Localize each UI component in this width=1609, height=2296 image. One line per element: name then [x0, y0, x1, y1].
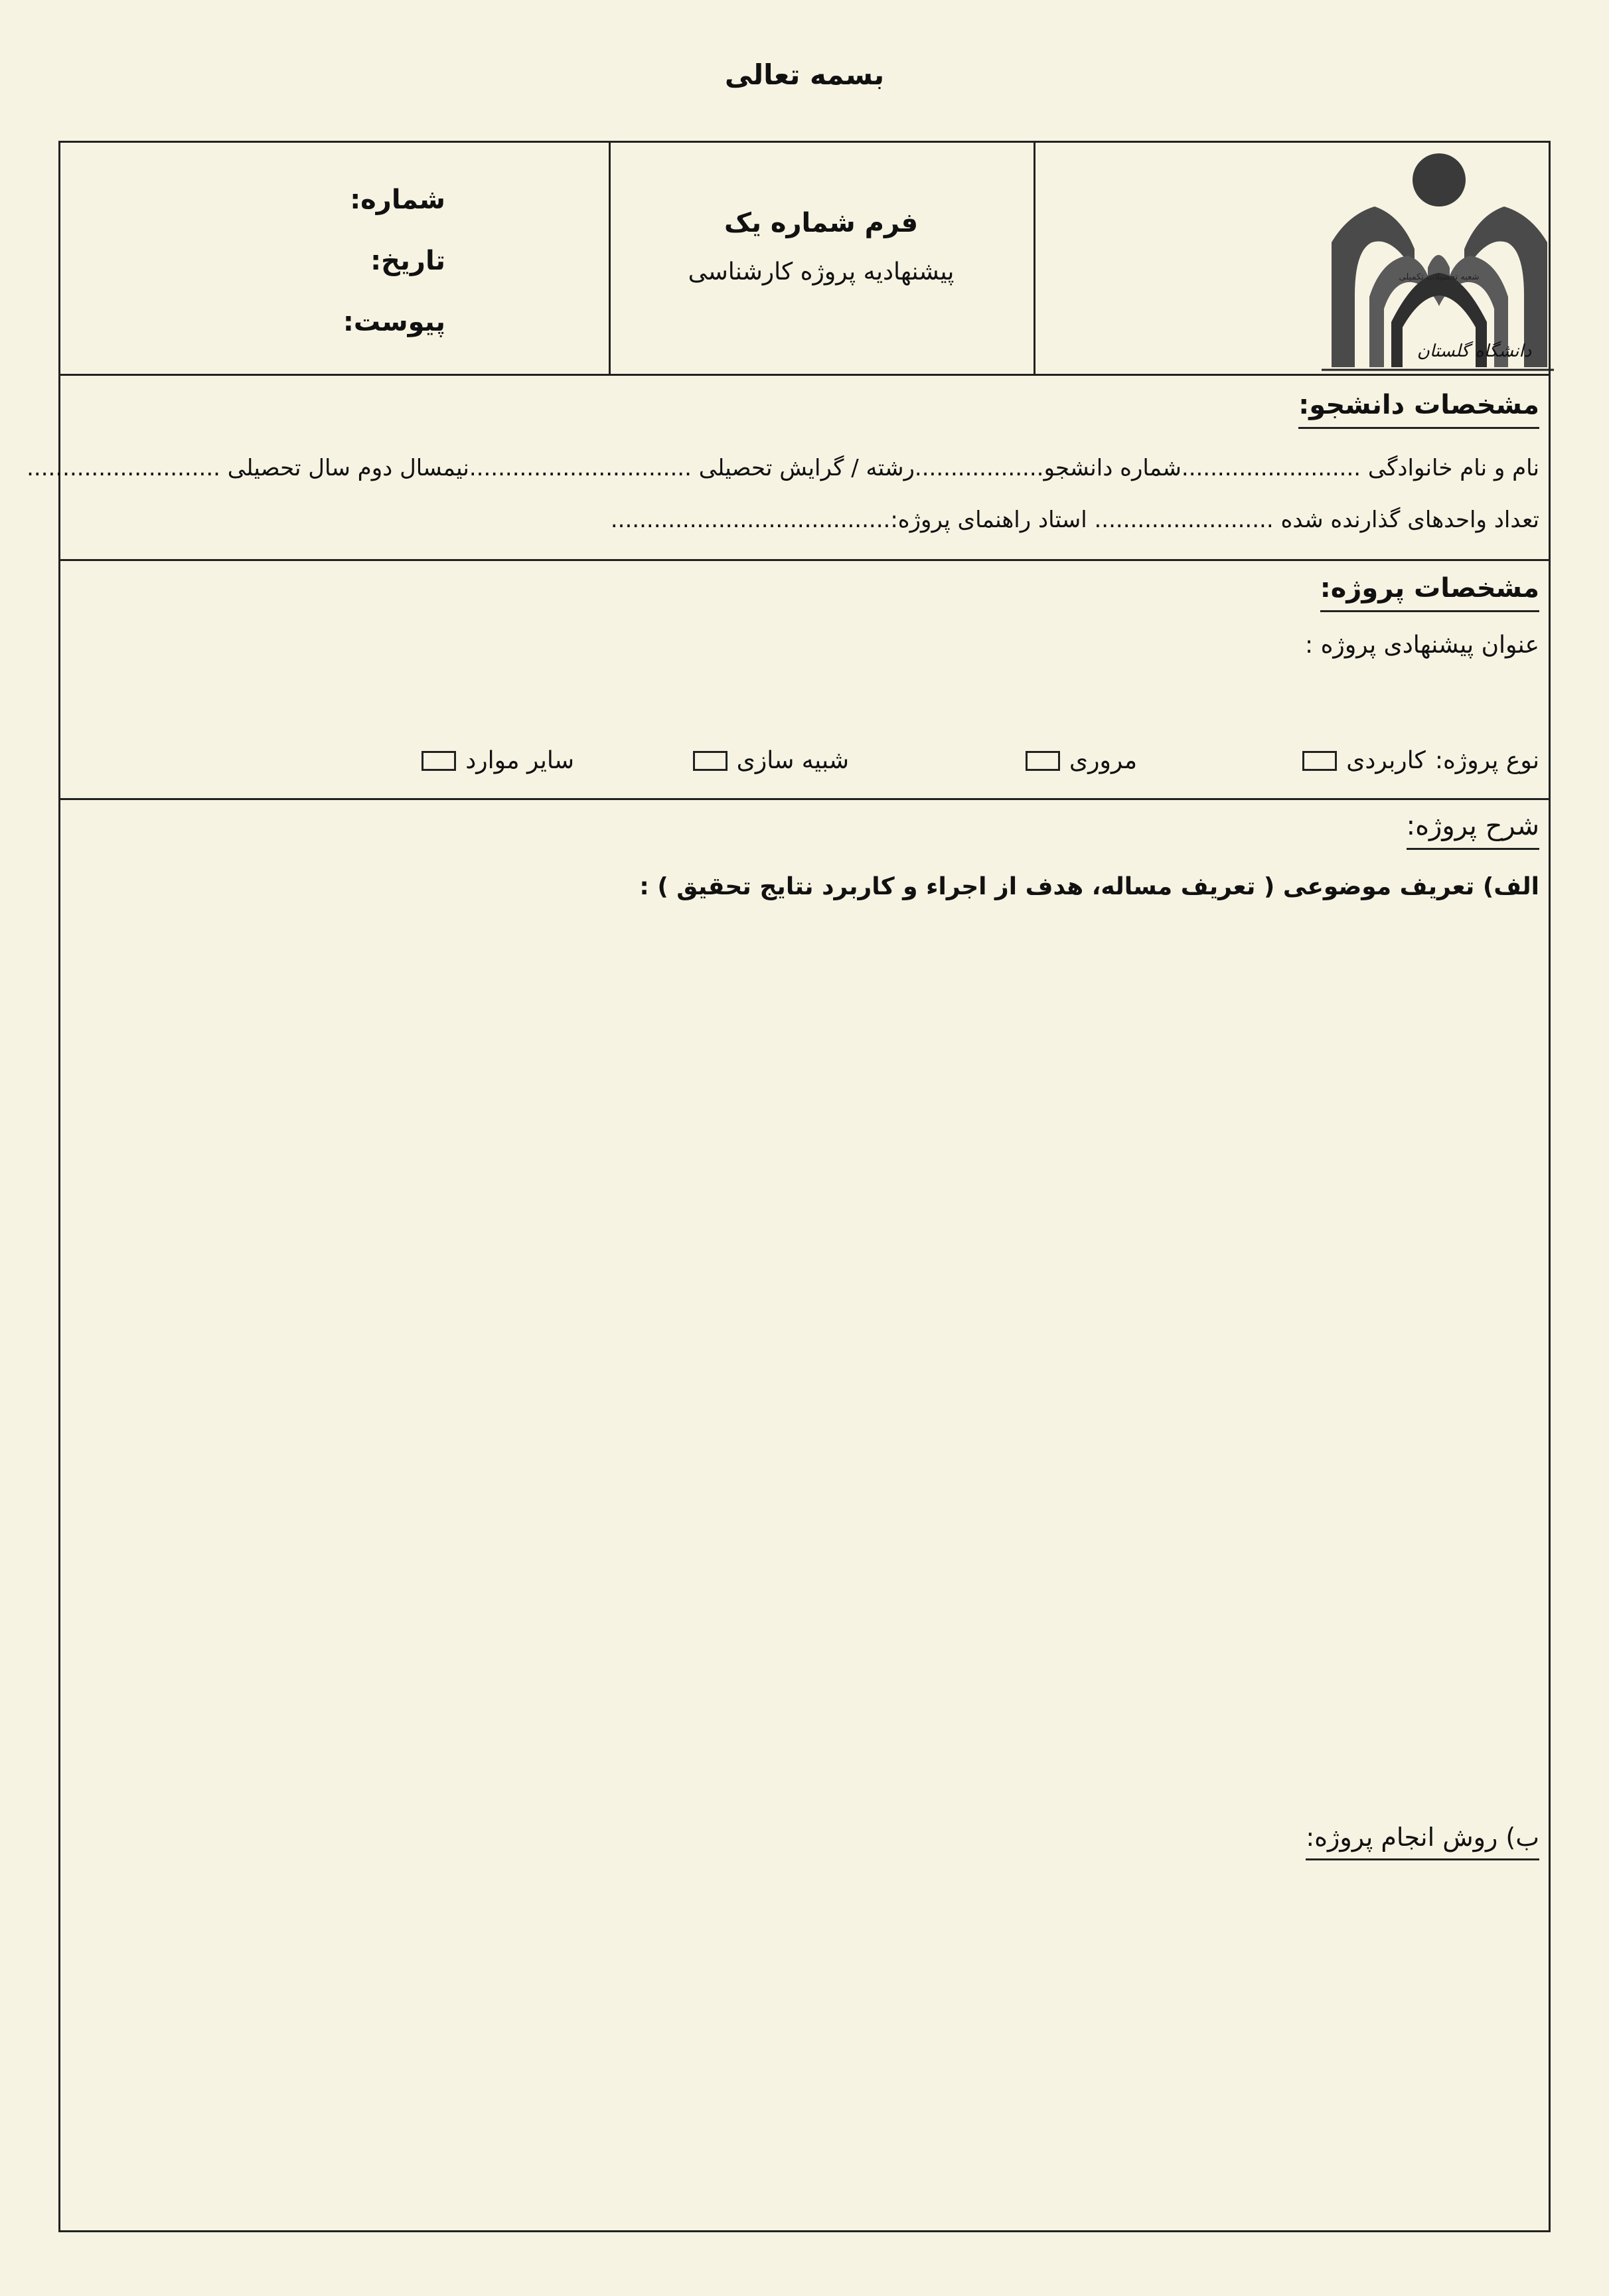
review-checkbox[interactable]: [1026, 751, 1060, 771]
applied-checkbox[interactable]: [1302, 751, 1337, 771]
project-type-option-label: مروری: [1069, 747, 1137, 774]
section-divider: [60, 559, 1549, 561]
part-a-answer-area[interactable]: [74, 920, 1534, 1929]
project-type-applied[interactable]: [1302, 747, 1539, 774]
meta-fields: [286, 169, 445, 353]
part-b-label: ب) روش انجام پروژه:: [1306, 1823, 1539, 1860]
section-divider: [60, 374, 1549, 376]
project-type-option-label: سایر موارد: [465, 747, 574, 774]
university-emblem-icon: [1308, 143, 1554, 374]
proposed-title-label: عنوان پیشنهادی پروژه :: [1305, 631, 1539, 659]
project-type-simulation[interactable]: [693, 747, 849, 774]
form-frame: [27, 141, 1551, 2232]
form-title: فرم شماره یک: [724, 208, 919, 238]
logo-text: دانشگاه گلستان: [1417, 341, 1532, 361]
project-section-title: مشخصات پروژه:: [1320, 573, 1539, 612]
project-type-row: [66, 747, 1539, 793]
logo-cell: [1308, 143, 1554, 374]
form-title-cell: [609, 143, 1034, 374]
project-type-other[interactable]: [421, 747, 574, 774]
project-type-option-label: کاربردی: [1346, 747, 1426, 774]
logo-banner-text: شعبه تحصیلات تکمیلی: [1399, 272, 1480, 282]
header-divider: [1034, 143, 1035, 374]
part-b-answer-area[interactable]: [74, 1882, 1534, 2214]
project-type-review[interactable]: [1026, 747, 1137, 774]
invocation-heading: بسمه تعالی: [724, 58, 885, 91]
part-a-label: الف) تعریف موضوعی ( تعریف مساله، هدف از اجراء و کاربرد نتایج تحقیق ) :: [639, 873, 1539, 900]
number-field-label: شماره:: [350, 185, 445, 215]
form-subtitle: پیشنهادیه پروژه کارشناسی: [688, 258, 955, 286]
section-divider: [60, 798, 1549, 800]
description-section-title: شرح پروژه:: [1407, 811, 1539, 850]
date-field-label: تاریخ:: [370, 246, 445, 276]
simulation-checkbox[interactable]: [693, 751, 728, 771]
student-info-line-2[interactable]: تعداد واحدهای گذارنده شده ......................... استاد راهنمای پروژه:.......................................: [610, 507, 1539, 533]
attachment-field-label: پیوست:: [343, 307, 445, 337]
student-section-title: مشخصات دانشجو:: [1298, 390, 1539, 429]
project-type-option-label: شبیه سازی: [736, 747, 849, 774]
student-info-line-1[interactable]: نام و نام خانوادگی .........................شماره دانشجو..................رشته / گرایش تحصیلی ...............................نیمسال دوم سال تحصیلی ...........................: [27, 455, 1539, 481]
other-checkbox[interactable]: [421, 751, 456, 771]
project-type-label: نوع پروژه:: [1434, 747, 1539, 774]
